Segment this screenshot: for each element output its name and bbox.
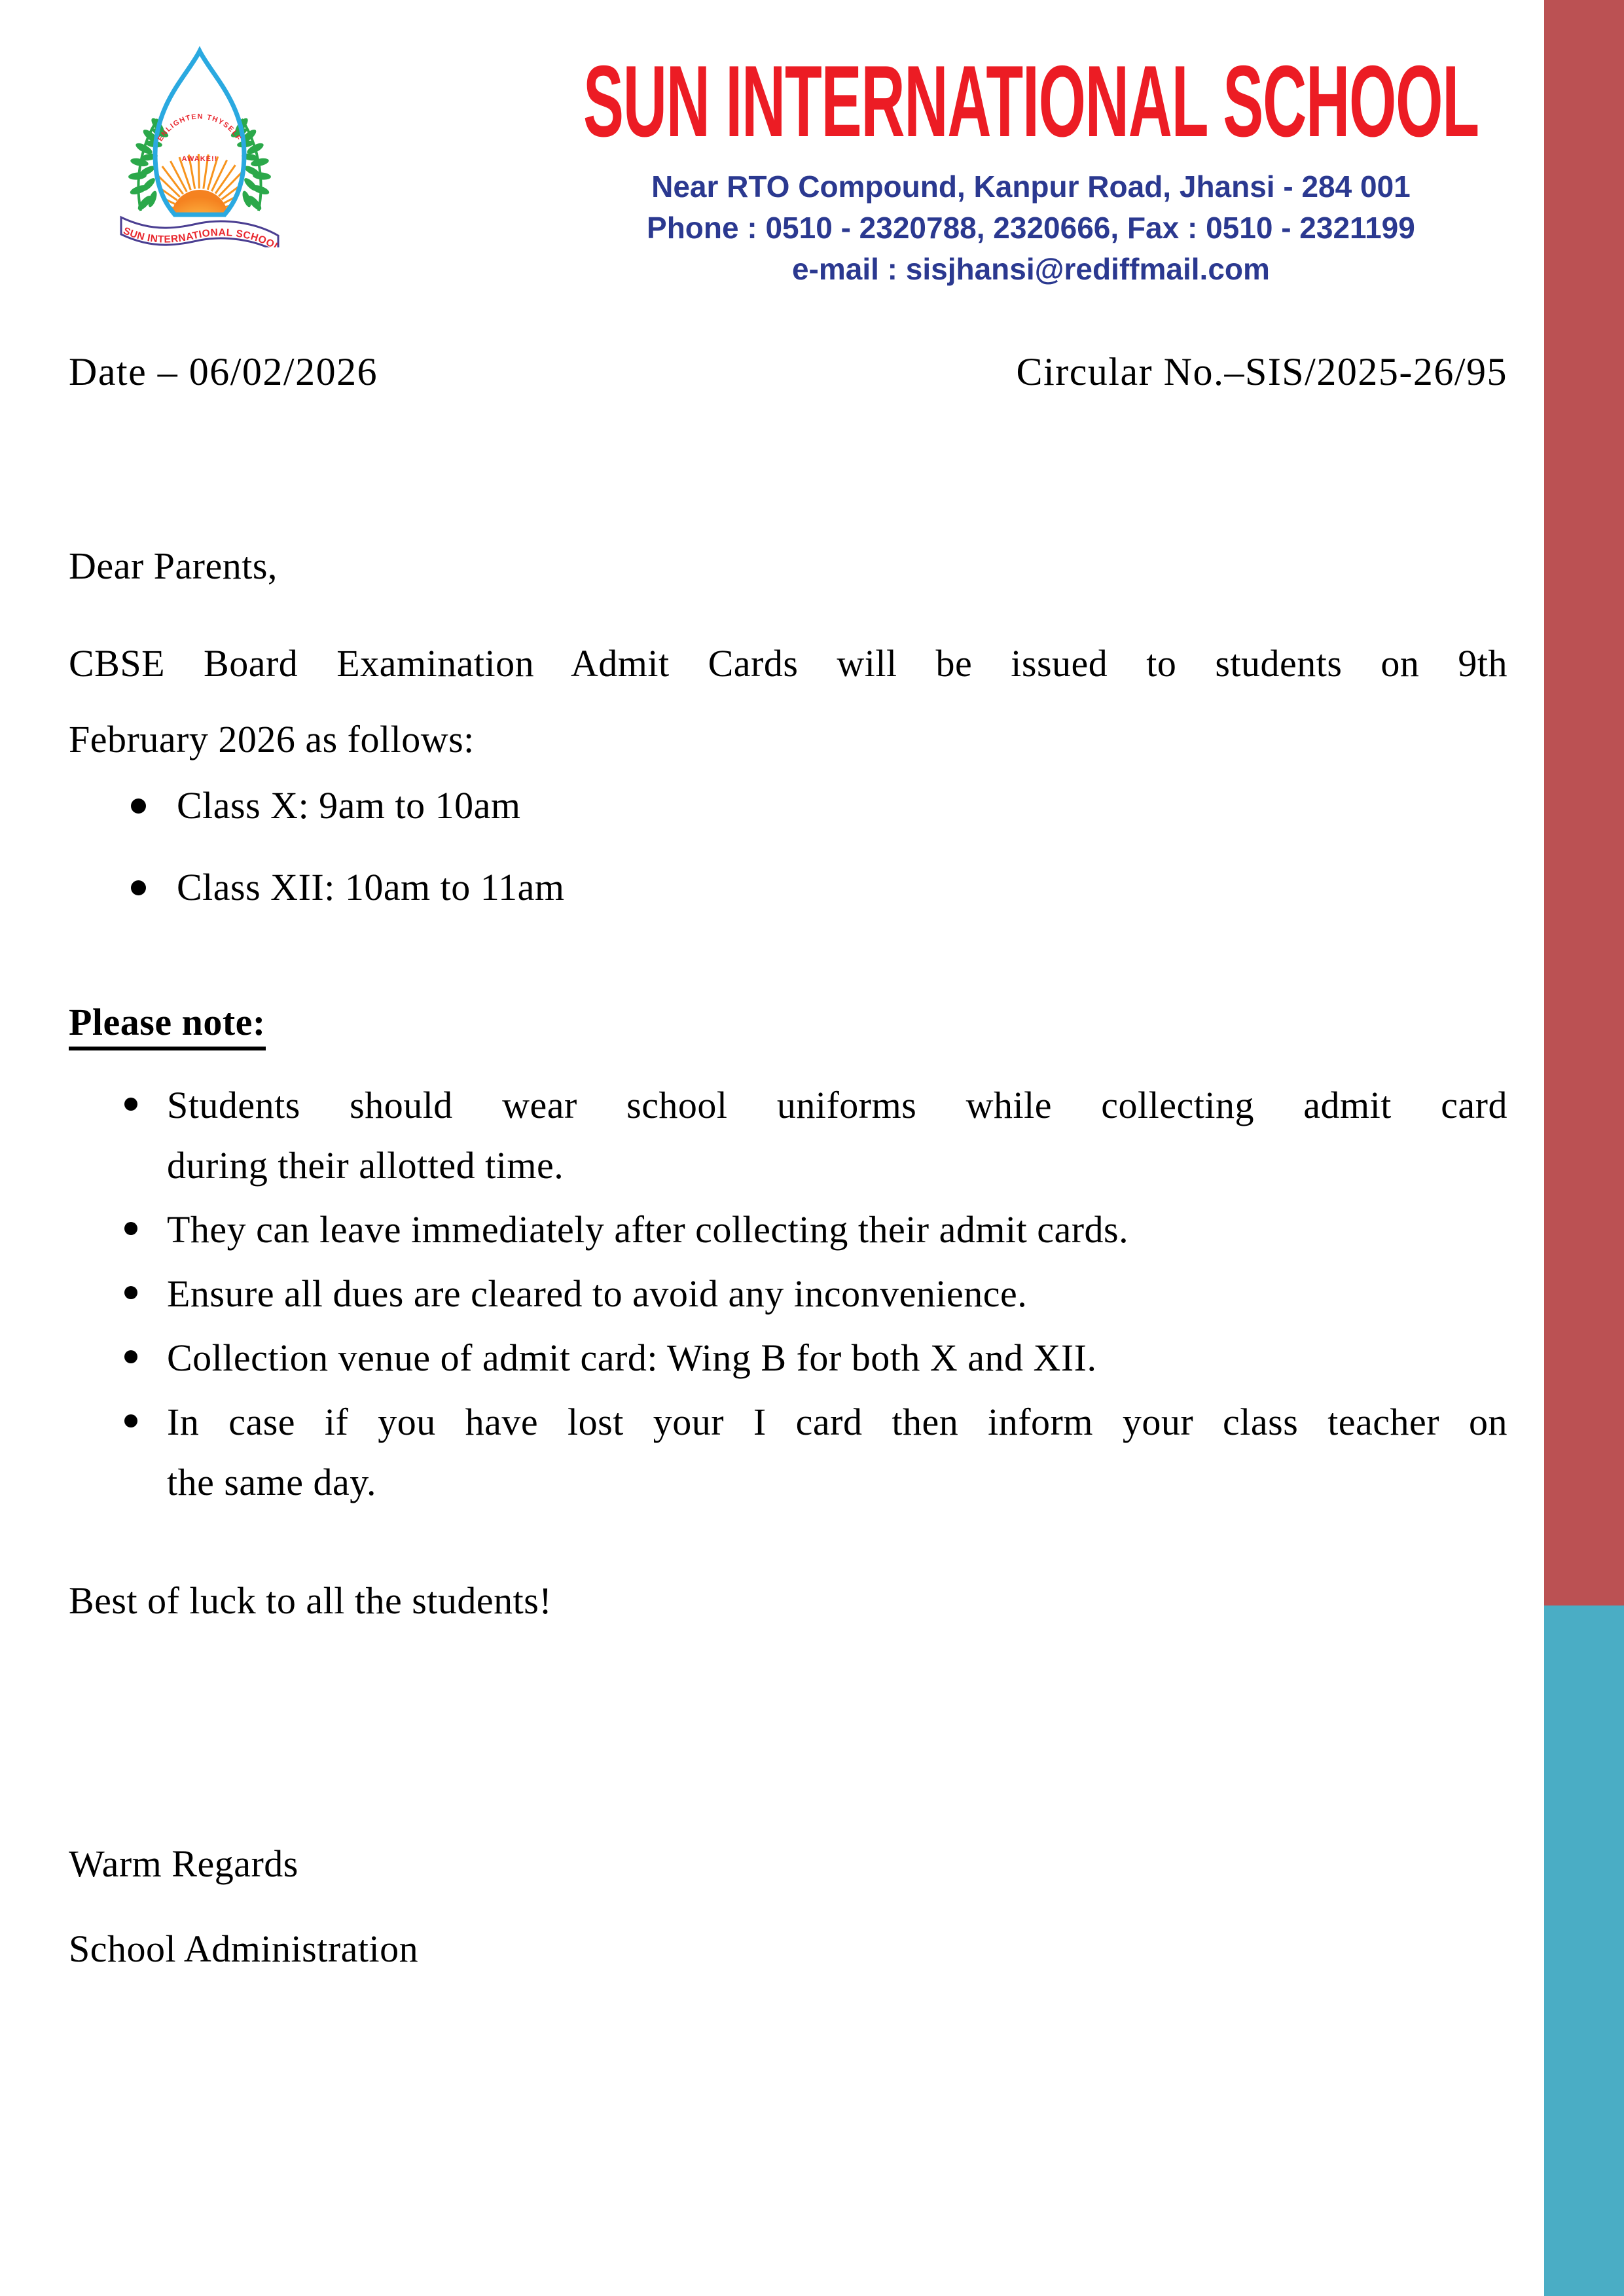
- schedule-list-item: Class XII: 10am to 11am: [69, 865, 1507, 910]
- salutation: Dear Parents,: [69, 545, 278, 588]
- closing-line: Best of luck to all the students!: [69, 1579, 552, 1623]
- logo-motto-top: ENLIGHTEN THYSELF: [156, 113, 243, 143]
- logo-motto-bottom: AWAKE!!: [181, 155, 218, 163]
- right-accent-bar-blue: [1544, 1605, 1624, 2296]
- meta-row: [69, 348, 1507, 395]
- school-email: e-mail : sisjhansi@rediffmail.com: [791, 251, 1270, 286]
- school-name: SUN INTERNATIONAL SCHOOL: [583, 45, 1479, 158]
- schedule-list-item: Class X: 9am to 10am: [69, 783, 1507, 829]
- circular-body: [0, 348, 1624, 1973]
- logo-ribbon-text: SUN INTERNATIONAL SCHOOL: [121, 225, 283, 247]
- circular-number: Circular No.–SIS/2025-26/95: [1016, 350, 1507, 394]
- school-logo: [115, 43, 285, 251]
- note-list-item: Ensure all dues are cleared to avoid any inconvenience.: [69, 1264, 1507, 1324]
- right-accent-bar-red: [1544, 0, 1624, 1605]
- note-list-item: Collection venue of admit card: Wing B for both X and XII.: [69, 1328, 1507, 1388]
- note-list-item: They can leave immediately after collecting their admit cards.: [69, 1200, 1507, 1260]
- note-list-item: In case if you have lost your I card then inform your class teacher on the same day.: [69, 1392, 1507, 1513]
- note-list-item: Students should wear school uniforms while collecting admit card during their allotted time.: [69, 1075, 1507, 1196]
- school-phone-fax: Phone : 0510 - 2320788, 2320666, Fax : 0510 - 2321199: [647, 210, 1415, 245]
- letterhead: [0, 0, 1624, 286]
- signoff-regards: Warm Regards: [69, 1842, 298, 1886]
- signoff-sender: School Administration: [69, 1928, 419, 1971]
- note-heading: Please note:: [69, 999, 1507, 1047]
- schedule-list: [69, 783, 1507, 910]
- notes-list: [69, 1075, 1507, 1512]
- school-logo-emblem: [115, 43, 285, 247]
- school-address: Near RTO Compound, Kanpur Road, Jhansi - 284 001: [651, 169, 1411, 204]
- letterhead-text: [285, 43, 1624, 286]
- date-label: Date – 06/02/2026: [69, 350, 378, 394]
- intro-paragraph: CBSE Board Examination Admit Cards will be issued to students on 9th February 2026 as follows:: [69, 642, 1507, 761]
